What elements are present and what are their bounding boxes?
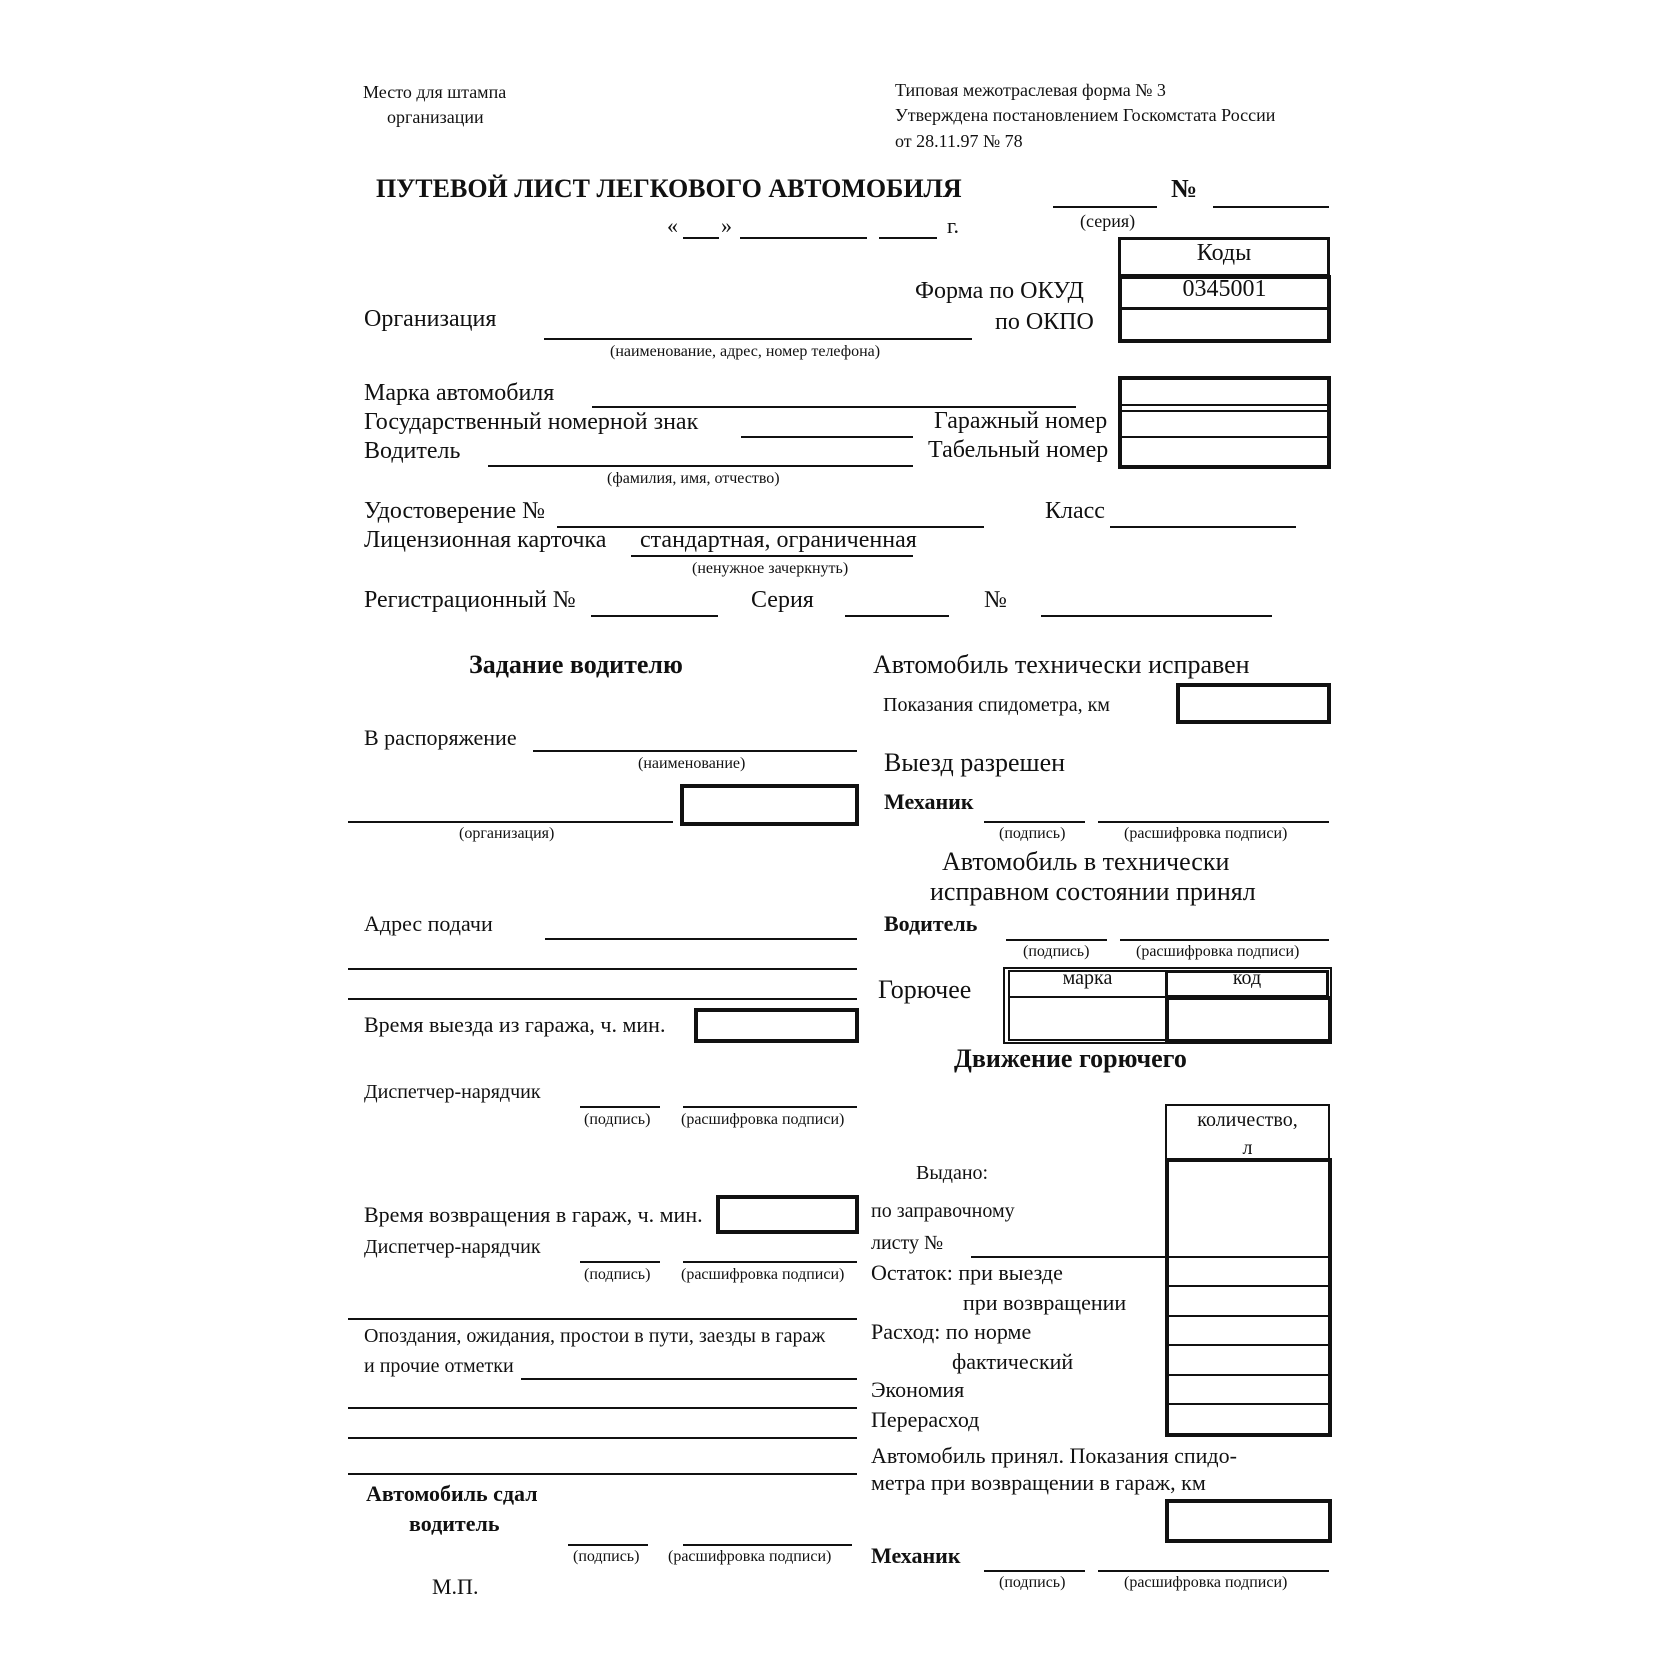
qty-table: [1165, 1158, 1332, 1437]
number-field-line[interactable]: [1041, 615, 1272, 617]
car-codes-box: [1118, 376, 1331, 469]
car-codes-divider-2: [1118, 410, 1331, 412]
fuel-code-header-label: код: [1232, 967, 1262, 989]
driver-line[interactable]: [488, 465, 913, 467]
by-sheet-label-2: листу №: [871, 1232, 944, 1254]
garage-number-label: Гаражный номер: [934, 408, 1108, 434]
dispatcher2-decode-caption: (расшифровка подписи): [681, 1266, 845, 1283]
form-info-line-3: от 28.11.97 № 78: [895, 131, 1023, 151]
accepted-decode-line[interactable]: [1120, 939, 1329, 941]
dispatcher1-decode-line[interactable]: [683, 1106, 857, 1108]
plate-label: Государственный номерной знак: [364, 409, 699, 435]
rest-return-label: при возвращении: [963, 1290, 1127, 1315]
accepted-title-2: исправном состоянии принял: [930, 877, 1256, 906]
qty-header-line-1: количество,: [1197, 1109, 1298, 1131]
dispatcher1-sign-caption: (подпись): [584, 1111, 651, 1128]
dispatcher1-sign-line[interactable]: [580, 1106, 660, 1108]
fuel-brand-header-label: марка: [1062, 967, 1113, 989]
okud-value: 0345001: [1182, 276, 1267, 302]
accepted-sign-line[interactable]: [1006, 939, 1107, 941]
stamp-line-1: Место для штампа: [363, 82, 507, 102]
qty-row-divider-6: [1165, 1403, 1332, 1405]
return-label-2: метра при возвращении в гараж, км: [871, 1470, 1206, 1495]
mechanic2-sign-caption: (подпись): [999, 1574, 1066, 1591]
number-line[interactable]: [1213, 206, 1329, 208]
return-time-label: Время возвращения в гараж, ч. мин.: [364, 1202, 703, 1227]
dispatcher2-label: Диспетчер-нарядчик: [364, 1236, 541, 1258]
date-day-line[interactable]: [683, 237, 719, 239]
car-codes-divider-3: [1118, 436, 1331, 438]
page-title: ПУТЕВОЙ ЛИСТ ЛЕГКОВОГО АВТОМОБИЛЯ: [376, 174, 962, 203]
return-label-1: Автомобиль принял. Показания спидо-: [871, 1443, 1237, 1468]
cons-fact-label: фактический: [952, 1349, 1074, 1374]
codes-header: [1118, 237, 1330, 277]
by-sheet-label-1: по заправочному: [871, 1200, 1015, 1222]
disposal-line[interactable]: [533, 750, 857, 752]
qty-header: [1165, 1104, 1330, 1161]
series-field-line[interactable]: [845, 615, 949, 617]
handed-label-1: Автомобиль сдал: [366, 1481, 538, 1506]
by-sheet-line[interactable]: [971, 1256, 1167, 1258]
delays-label-1: Опоздания, ожидания, простои в пути, заезды в гараж: [364, 1325, 826, 1347]
fuel-code-header: [1165, 967, 1329, 998]
codes-divider: [1118, 307, 1331, 310]
dispatcher1-label: Диспетчер-нарядчик: [364, 1081, 541, 1103]
license-card-label: Лицензионная карточка: [364, 527, 607, 553]
organization-task-line[interactable]: [348, 821, 673, 823]
qty-row-divider-3: [1165, 1315, 1332, 1317]
mechanic-sign-line[interactable]: [984, 821, 1085, 823]
accepted-sign-caption: (подпись): [1023, 943, 1090, 960]
reg-number-label: Регистрационный №: [364, 587, 576, 613]
organization-caption: (наименование, адрес, номер телефона): [610, 343, 881, 360]
handed-decode-line[interactable]: [683, 1544, 852, 1546]
qty-row-divider-1: [1165, 1256, 1332, 1258]
date-open-quote: «: [667, 213, 678, 238]
delays-line-1[interactable]: [521, 1378, 857, 1380]
driver-caption: (фамилия, имя, отчество): [607, 470, 780, 487]
speedometer-box[interactable]: [1176, 683, 1331, 724]
handed-label-2: водитель: [409, 1511, 500, 1536]
rest-exit-label: Остаток: при выезде: [871, 1260, 1063, 1285]
class-label: Класс: [1045, 498, 1105, 524]
mechanic2-label: Механик: [871, 1543, 961, 1568]
accepted-title-1: Автомобиль в технически: [942, 847, 1230, 876]
address-line-1[interactable]: [545, 938, 857, 940]
disposal-caption: (наименование): [638, 755, 746, 772]
mechanic2-sign-line[interactable]: [984, 1570, 1085, 1572]
seal-label: М.П.: [432, 1574, 479, 1599]
qty-row-divider-2: [1165, 1285, 1332, 1287]
codes-header-label: Коды: [1196, 240, 1252, 266]
number-sign: №: [1171, 174, 1198, 203]
overuse-label: Перерасход: [871, 1407, 980, 1432]
delays-line-2[interactable]: [348, 1407, 857, 1409]
year-suffix: г.: [947, 213, 960, 238]
stamp-line-2: организации: [387, 107, 484, 127]
mechanic-decode-line[interactable]: [1098, 821, 1329, 823]
disposal-label: В распоряжение: [364, 725, 517, 750]
class-line[interactable]: [1110, 526, 1296, 528]
fuel-code-cell[interactable]: [1165, 996, 1332, 1043]
date-month-line[interactable]: [740, 237, 867, 239]
okpo-label: по ОКПО: [995, 309, 1094, 335]
license-card-value[interactable]: стандартная, ограниченная: [640, 527, 917, 553]
license-card-line: [631, 555, 913, 557]
depart-time-label: Время выезда из гаража, ч. мин.: [364, 1012, 666, 1037]
task-title: Задание водителю: [469, 650, 683, 679]
exit-allowed-title: Выезд разрешен: [884, 748, 1066, 777]
delays-top-line: [348, 1318, 857, 1320]
date-year-line[interactable]: [879, 237, 937, 239]
series-caption: (серия): [1080, 211, 1136, 231]
address-label: Адрес подачи: [364, 911, 493, 936]
fuel-movement-title: Движение горючего: [954, 1044, 1187, 1073]
depart-time-box[interactable]: [694, 1008, 859, 1043]
tab-number-label: Табельный номер: [928, 437, 1109, 463]
license-card-caption: (ненужное зачеркнуть): [692, 560, 849, 577]
mechanic-decode-caption: (расшифровка подписи): [1124, 825, 1288, 842]
qty-row-divider-4: [1165, 1344, 1332, 1346]
mechanic-sign-caption: (подпись): [999, 825, 1066, 842]
mechanic2-decode-line[interactable]: [1098, 1570, 1329, 1572]
handed-sign-line[interactable]: [568, 1544, 648, 1546]
number-label: №: [984, 587, 1007, 613]
mechanic2-decode-caption: (расшифровка подписи): [1124, 1574, 1288, 1591]
driver-label: Водитель: [364, 438, 461, 464]
tech-ok-title: Автомобиль технически исправен: [873, 650, 1250, 679]
date-close-quote: »: [721, 213, 732, 238]
mechanic-label: Механик: [884, 789, 974, 814]
dispatcher2-sign-caption: (подпись): [584, 1266, 651, 1283]
form-info-line-1: Типовая межотраслевая форма № 3: [895, 80, 1166, 100]
organization-line[interactable]: [544, 338, 972, 340]
organization-label: Организация: [364, 306, 497, 332]
dispatcher2-decode-line[interactable]: [683, 1261, 857, 1263]
qty-row-divider-5: [1165, 1374, 1332, 1376]
fuel-label: Горючее: [878, 975, 972, 1004]
organization-code-box[interactable]: [680, 784, 859, 826]
org-caption: (организация): [459, 825, 555, 842]
car-codes-divider-1: [1118, 404, 1331, 406]
car-brand-label: Марка автомобиля: [364, 380, 555, 406]
dispatcher2-sign-line[interactable]: [580, 1261, 660, 1263]
fuel-brand-header: [1008, 967, 1167, 998]
accepted-driver-label: Водитель: [884, 911, 978, 936]
qty-header-line-2: л: [1242, 1137, 1253, 1159]
issued-label: Выдано:: [916, 1162, 989, 1184]
return-km-box[interactable]: [1165, 1499, 1332, 1543]
dispatcher1-decode-caption: (расшифровка подписи): [681, 1111, 845, 1128]
economy-label: Экономия: [871, 1377, 965, 1402]
plate-line[interactable]: [741, 436, 913, 438]
cons-norm-label: Расход: по норме: [871, 1319, 1032, 1344]
okud-label: Форма по ОКУД: [915, 278, 1084, 304]
delays-line-3[interactable]: [348, 1437, 857, 1439]
license-label: Удостоверение №: [364, 498, 545, 524]
fuel-brand-cell[interactable]: [1008, 996, 1167, 1041]
return-time-box[interactable]: [716, 1195, 859, 1234]
address-line-2[interactable]: [348, 968, 857, 970]
series-line[interactable]: [1053, 206, 1157, 208]
reg-number-line[interactable]: [591, 615, 718, 617]
series-label: Серия: [751, 587, 814, 613]
delays-line-4[interactable]: [348, 1473, 857, 1475]
delays-label-2: и прочие отметки: [364, 1355, 514, 1377]
accepted-decode-caption: (расшифровка подписи): [1136, 943, 1300, 960]
speedometer-label: Показания спидометра, км: [883, 694, 1110, 716]
address-line-3[interactable]: [348, 998, 857, 1000]
handed-decode-caption: (расшифровка подписи): [668, 1548, 832, 1565]
form-info-line-2: Утверждена постановлением Госкомстата России: [895, 105, 1276, 125]
handed-sign-caption: (подпись): [573, 1548, 640, 1565]
